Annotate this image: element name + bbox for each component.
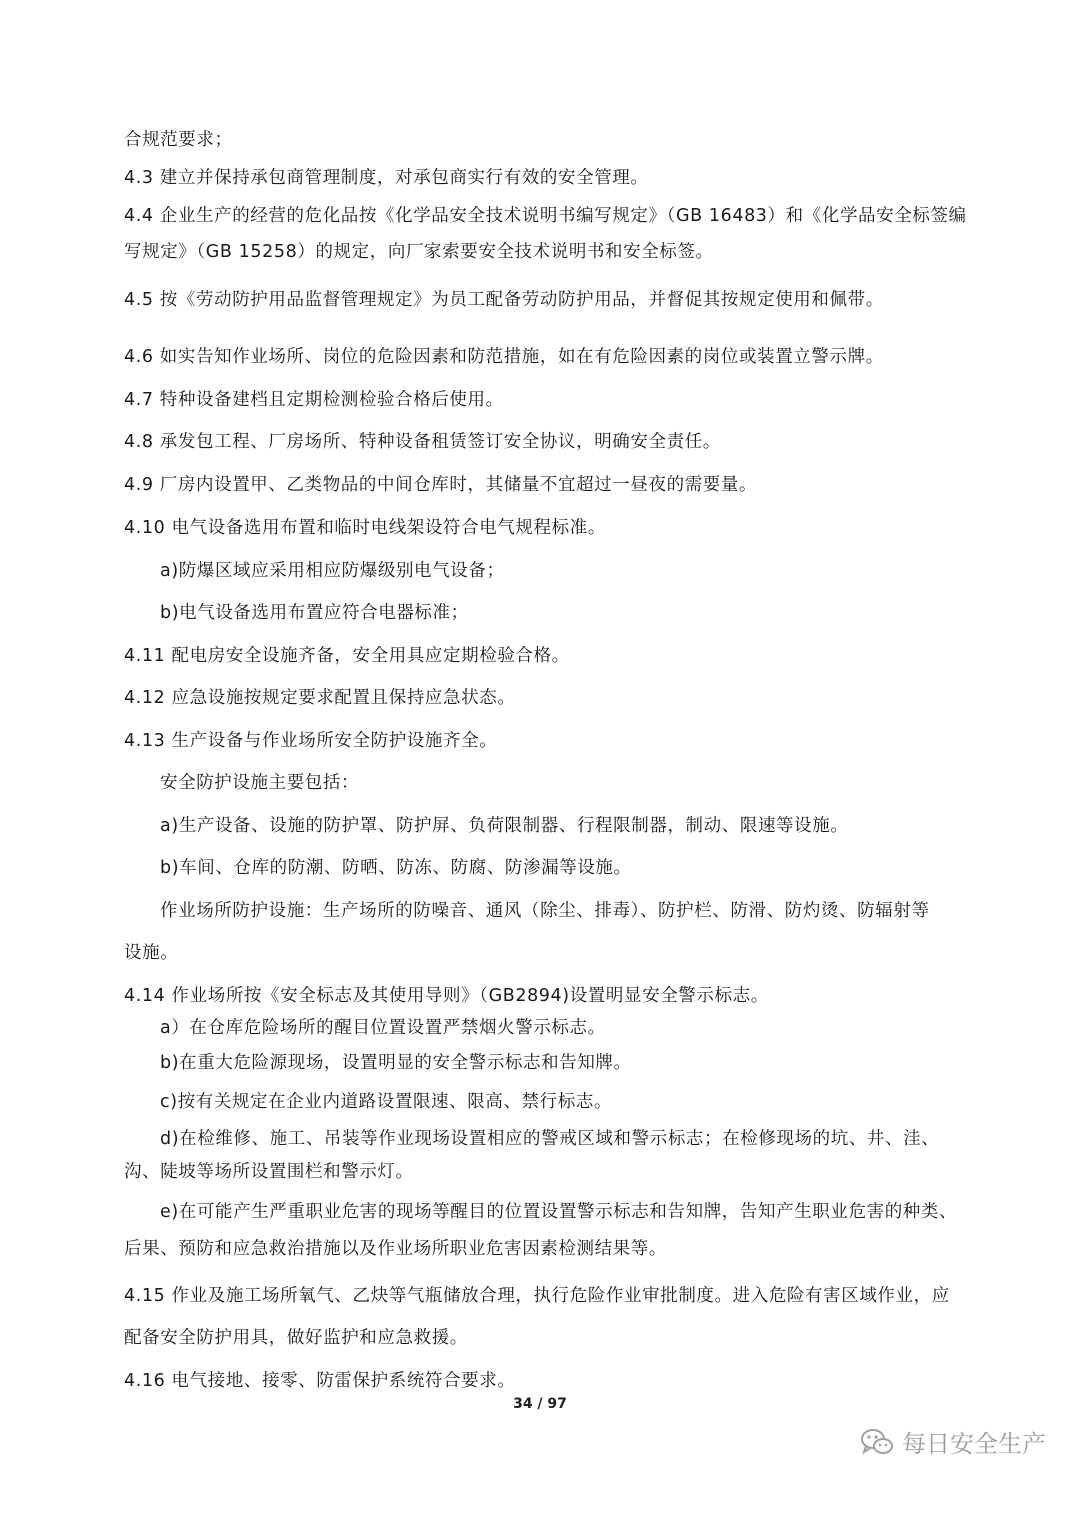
text-line: 设施。 — [124, 943, 179, 963]
text-line: 4.12 应急设施按规定要求配置且保持应急状态。 — [124, 688, 516, 708]
text-line: 沟、陡坡等场所设置围栏和警示灯。 — [124, 1162, 414, 1182]
text-line: 合规范要求； — [124, 130, 233, 150]
text-line: d)在检维修、施工、吊装等作业现场设置相应的警戒区域和警示标志；在检修现场的坑、井、洼、 — [160, 1129, 940, 1149]
text-line: 写规定》（GB 15258）的规定，向厂家索要安全技术说明书和安全标签。 — [124, 242, 714, 262]
watermark — [860, 1424, 1046, 1459]
text-line: e)在可能产生严重职业危害的现场等醒目的位置设置警示标志和告知牌，告知产生职业危害的种类、 — [160, 1202, 958, 1222]
text-line: 4.4 企业生产的经营的危化品按《化学品安全技术说明书编写规定》（GB 16483）和《化学品安全标签编 — [124, 206, 967, 226]
text-line: 后果、预防和应急救治措施以及作业场所职业危害因素检测结果等。 — [124, 1239, 667, 1259]
text-line: 4.13 生产设备与作业场所安全防护设施齐全。 — [124, 731, 498, 751]
text-line: 安全防护设施主要包括： — [160, 773, 360, 793]
text-line: 4.7 特种设备建档且定期检测检验合格后使用。 — [124, 390, 504, 410]
text-line: a）在仓库危险场所的醒目位置设置严禁烟火警示标志。 — [160, 1018, 606, 1038]
text-line: 4.9 厂房内设置甲、乙类物品的中间仓库时，其储量不宜超过一昼夜的需要量。 — [124, 475, 758, 495]
text-line: c)按有关规定在企业内道路设置限速、限高、禁行标志。 — [160, 1092, 613, 1112]
text-line: b)车间、仓库的防潮、防晒、防冻、防腐、防渗漏等设施。 — [160, 858, 632, 878]
text-line: 4.6 如实告知作业场所、岗位的危险因素和防范措施，如在有危险因素的岗位或装置立警示牌。 — [124, 347, 884, 367]
text-line: 配备安全防护用具，做好监护和应急救援。 — [124, 1328, 468, 1348]
text-line: 4.16 电气接地、接零、防雷保护系统符合要求。 — [124, 1371, 516, 1391]
text-line: b)电气设备选用布置应符合电器标准； — [160, 603, 469, 623]
text-line: a)生产设备、设施的防护罩、防护屏、负荷限制器、行程限制器，制动、限速等设施。 — [160, 816, 849, 836]
text-line: 4.15 作业及施工场所氧气、乙炔等气瓶储放合理，执行危险作业审批制度。进入危险有害区域作业，应 — [124, 1286, 950, 1306]
text-line: 4.5 按《劳动防护用品监督管理规定》为员工配备劳动防护用品，并督促其按规定使用和佩带。 — [124, 290, 884, 310]
watermark-text: 每日安全生产 — [902, 1430, 1046, 1458]
text-line: 4.14 作业场所按《安全标志及其使用导则》（GB2894)设置明显安全警示标志。 — [124, 986, 769, 1006]
text-line: a)防爆区域应采用相应防爆级别电气设备； — [160, 561, 505, 581]
text-line: 作业场所防护设施：生产场所的防噪音、通风（除尘、排毒）、防护栏、防滑、防灼烫、防辐射等 — [160, 901, 930, 921]
page-number: 34 / 97 — [513, 1396, 567, 1412]
wechat-icon — [860, 1427, 894, 1457]
text-line: 4.11 配电房安全设施齐备，安全用具应定期检验合格。 — [124, 646, 570, 666]
text-line: b)在重大危险源现场，设置明显的安全警示标志和告知牌。 — [160, 1053, 632, 1073]
text-line: 4.3 建立并保持承包商管理制度，对承包商实行有效的安全管理。 — [124, 168, 649, 188]
text-line: 4.10 电气设备选用布置和临时电线架设符合电气规程标准。 — [124, 518, 606, 538]
text-line: 4.8 承发包工程、厂房场所、特种设备租赁签订安全协议，明确安全责任。 — [124, 432, 721, 452]
